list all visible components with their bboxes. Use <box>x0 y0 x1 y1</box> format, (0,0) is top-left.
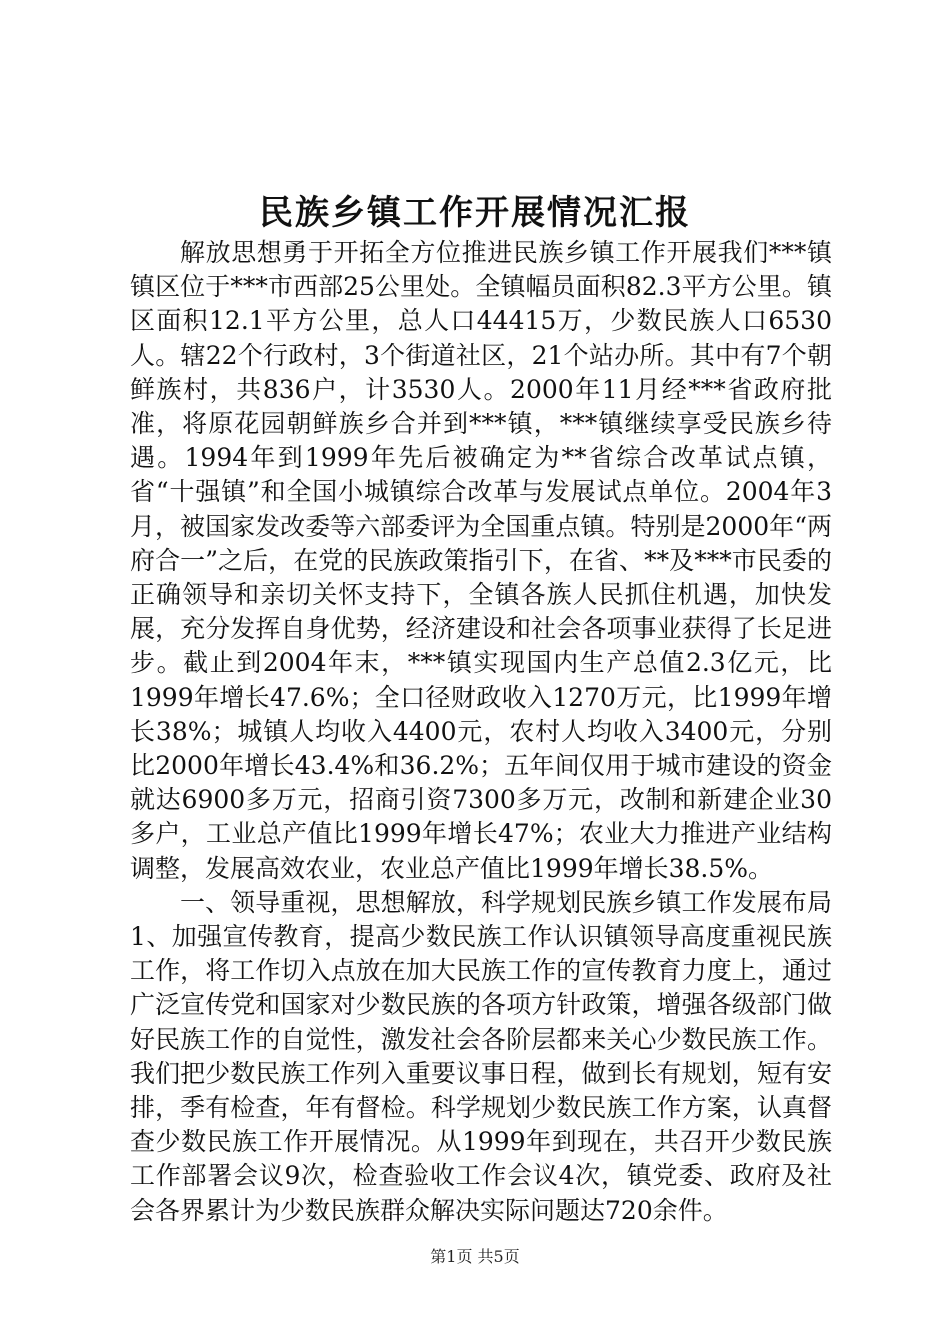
paragraph-intro: 解放思想勇于开拓全方位推进民族乡镇工作开展我们***镇镇区位于***市西部25公里处。全镇幅员面积82.3平方公里。镇区面积12.1平方公里，总人口44415万，少数民族人口6530人。辖22个行政村，3个街道社区，21个站办所。其中有7个朝鲜族村，共836户，计3530人。2000年11月经***省政府批准，将原花园朝鲜族乡合并到***镇，***镇继续享受民族乡待遇。1994年到1999年先后被确定为**省综合改革试点镇，省“十强镇”和全国小城镇综合改革与发展试点单位。2004年3月，被国家发改委等六部委评为全国重点镇。特别是2000年“两府合一”之后，在党的民族政策指引下，在省、**及***市民委的正确领导和亲切关怀支持下，全镇各族人民抓住机遇，加快发展，充分发挥自身优势，经济建设和社会各项事业获得了长足进步。截止到2004年末，***镇实现国内生产总值2.3亿元，比1999年增长47.6%；全口径财政收入1270万元，比1999年增长38%；城镇人均收入4400元，农村人均收入3400元，分别比2000年增长43.4%和36.2%；五年间仅用于城市建设的资金就达6900多万元，招商引资7300多万元，改制和新建企业30多户，工业总产值比1999年增长47%；农业大力推进产业结构调整，发展高效农业，农业总产值比1999年增长38.5%。 <box>130 238 832 883</box>
page-number: 第1页 共5页 <box>430 1247 520 1266</box>
paragraph-section-one: 一、领导重视，思想解放，科学规划民族乡镇工作发展布局1、加强宣传教育，提高少数民族工作认识镇领导高度重视民族工作，将工作切入点放在加大民族工作的宣传教育力度上，通过广泛宣传党和国家对少数民族的各项方针政策，增强各级部门做好民族工作的自觉性，激发社会各阶层都来关心少数民族工作。我们把少数民族工作列入重要议事日程，做到长有规划，短有安排，季有检查，年有督检。科学规划少数民族工作方案，认真督查少数民族工作开展情况。从1999年到现在，共召开少数民族工作部署会议9次，检查验收工作会议4次，镇党委、政府及社会各界累计为少数民族群众解决实际问题达720余件。 <box>130 887 832 1225</box>
document-title: 民族乡镇工作开展情况汇报 <box>259 193 691 233</box>
document-body <box>130 236 832 1228</box>
